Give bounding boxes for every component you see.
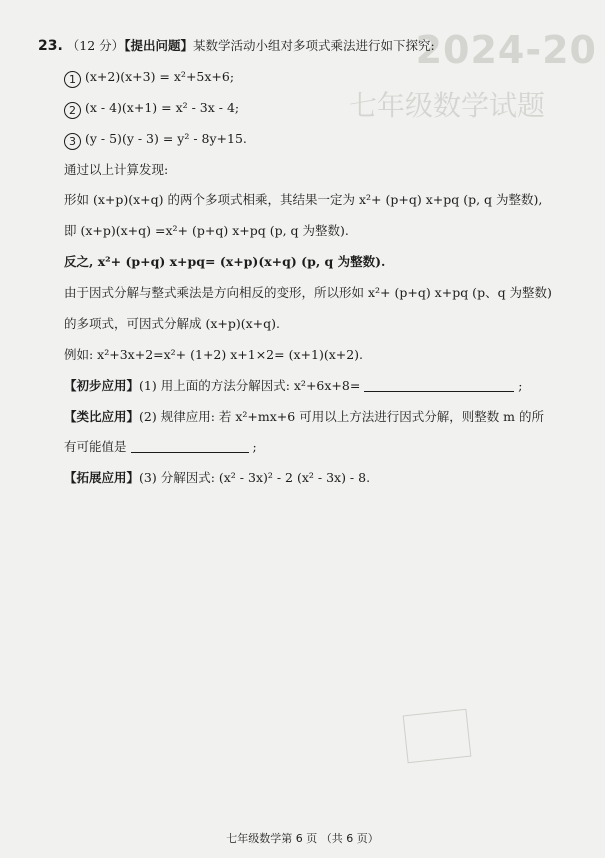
part-1-tag: 【初步应用】 xyxy=(64,378,140,393)
part-3-text: (3) 分解因式: (x² - 3x)² - 2 (x² - 3x) - 8. xyxy=(139,470,371,485)
circled-number: 2 xyxy=(64,102,81,119)
circled-number: 3 xyxy=(64,133,81,150)
rule-line-2: 即 (x+p)(x+q) =x²+ (p+q) x+pq (p, q 为整数). xyxy=(64,223,349,238)
ghost-header-subtitle: 七年级数学试题 xyxy=(348,89,545,122)
answer-blank-1[interactable] xyxy=(364,391,514,392)
rule-line-1: 形如 (x+p)(x+q) 的两个多项式相乘，其结果一定为 x²+ (p+q) x+pq (p, q 为整数), xyxy=(64,192,543,207)
example-item: 3 (y - 5)(y - 3) = y² - 8y+15. xyxy=(64,131,247,150)
part-1-text: (1) 用上面的方法分解因式: x²+6x+8= xyxy=(139,378,361,393)
ghost-header-title: 2024-20 xyxy=(415,28,597,72)
question-number: 23. xyxy=(38,38,63,54)
part-2-continued: 有可能值是 ; xyxy=(64,439,257,454)
part-2 xyxy=(64,409,544,425)
part-2-text: (2) 规律应用: 若 x²+mx+6 可用以上方法进行因式分解，则整数 m 的所 xyxy=(139,409,544,424)
example-item: 1 (x+2)(x+3) = x²+5x+6; xyxy=(64,69,234,88)
part-1: 【初步应用】(1) 用上面的方法分解因式: x²+6x+8= ; xyxy=(64,378,523,393)
question-points: （12 分） xyxy=(66,38,125,53)
part-2-tag: 【类比应用】 xyxy=(64,409,140,424)
finding-text: 通过以上计算发现: xyxy=(64,162,169,177)
question-intro: 某数学活动小组对多项式乘法进行如下探究: xyxy=(192,38,435,53)
circled-number: 1 xyxy=(64,71,81,88)
answer-blank-2[interactable] xyxy=(131,452,249,453)
rule-line-4: 由于因式分解与整式乘法是方向相反的变形，所以形如 x²+ (p+q) x+pq (p、q 为整数) xyxy=(64,285,552,300)
ghost-figure xyxy=(403,709,472,763)
rule-line-5: 的多项式，可因式分解成 (x+p)(x+q). xyxy=(64,316,281,331)
question-header xyxy=(38,38,435,54)
worked-example: 例如: x²+3x+2=x²+ (1+2) x+1×2= (x+1)(x+2). xyxy=(64,347,364,362)
part-3-tag: 【拓展应用】 xyxy=(64,470,140,485)
question-tag: 【提出问题】 xyxy=(124,38,193,53)
rule-line-3: 反之, x²+ (p+q) x+pq= (x+p)(x+q) (p, q 为整数). xyxy=(64,254,386,269)
part-3 xyxy=(64,470,370,486)
page-footer: 七年级数学第 6 页 （共 6 页） xyxy=(226,832,379,845)
example-item: 2 (x - 4)(x+1) = x² - 3x - 4; xyxy=(64,100,239,119)
